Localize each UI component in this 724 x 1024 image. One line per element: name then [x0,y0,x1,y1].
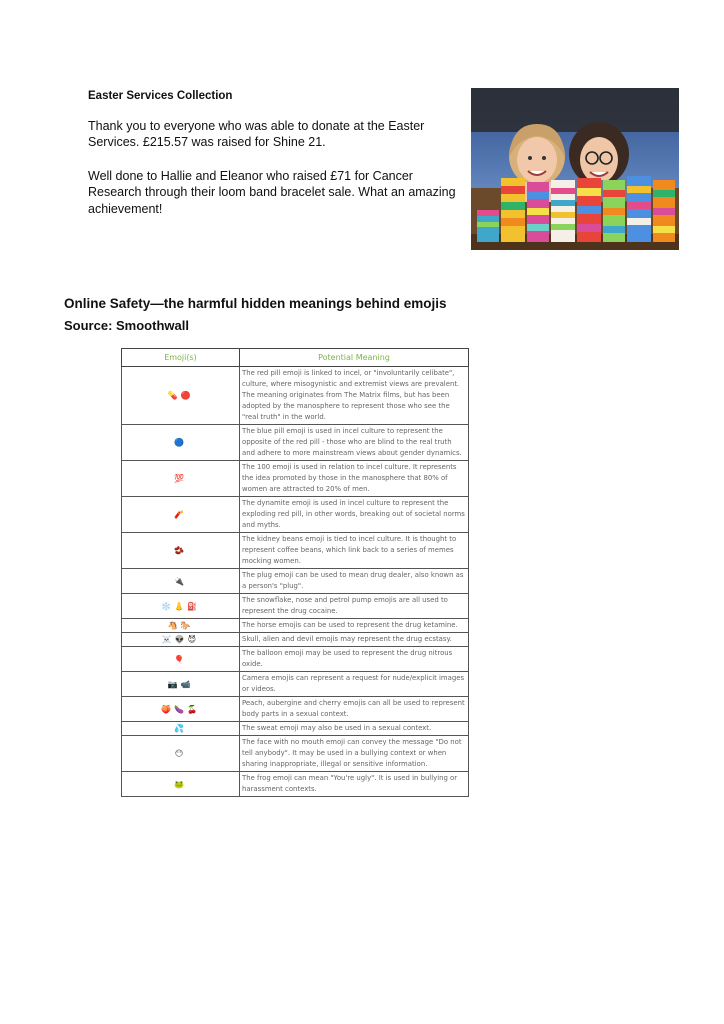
emoji-cell: ❄️👃⛽ [122,594,240,619]
meaning-cell: The blue pill emoji is used in incel culture to represent the opposite of the red pill - those who are blind to the real truth and adhere to more mainstream views about gender dynamics. [240,425,469,461]
meaning-cell: Skull, alien and devil emojis may represent the drug ecstasy. [240,633,469,647]
emoji-cell: ☠️👽😈 [122,633,240,647]
table-row [122,533,469,569]
emoji-cell: 📷📹 [122,672,240,697]
easter-heading: Easter Services Collection [88,90,233,102]
emoji-meanings-table [121,348,469,797]
column-header-emoji: Emoji(s) [122,349,240,367]
table-row [122,497,469,533]
meaning-cell: The face with no mouth emoji can convey the message "Do not tell anybody". It may be used in a bullying context or when sharing inappropriate, illegal or sensitive information. [240,736,469,772]
meaning-cell: The plug emoji can be used to mean drug dealer, also known as a person's "plug". [240,569,469,594]
meaning-cell: The frog emoji can mean "You're ugly". It is used in bullying or harassment contexts. [240,772,469,797]
online-safety-title: Online Safety—the harmful hidden meanings behind emojis [64,296,447,311]
table-row [122,772,469,797]
easter-section [88,88,468,234]
meaning-cell: The kidney beans emoji is tied to incel culture. It is thought to represent coffee beans, which link back to a series of memes mocking women. [240,533,469,569]
table-row [122,425,469,461]
table-header-row [122,349,469,367]
meaning-cell: The 100 emoji is used in relation to incel culture. It represents the idea promoted by those in the manosphere that 80% of women are attracted to 20% of men. [240,461,469,497]
meaning-cell: Camera emojis can represent a request for nude/explicit images or videos. [240,672,469,697]
emoji-cell: 🐴🐎 [122,619,240,633]
emoji-cell: 💦 [122,722,240,736]
table-row [122,697,469,722]
emoji-cell: 🐸 [122,772,240,797]
table-row [122,672,469,697]
meaning-cell: The horse emojis can be used to represent the drug ketamine. [240,619,469,633]
loom-band-photo [471,88,679,250]
table-row [122,569,469,594]
emoji-cell: 🍑🍆🍒 [122,697,240,722]
emoji-cell: 🔵 [122,425,240,461]
emoji-cell: 🔌 [122,569,240,594]
table-row [122,722,469,736]
table-row [122,736,469,772]
meaning-cell: The red pill emoji is linked to incel, or "involuntarily celibate", culture, where misogynistic and extremist views are prevalent. The meaning originates from The Matrix films, but has been adopted by the manosphere to represent those who see the "real truth" in the world. [240,367,469,425]
emoji-cell: 🧨 [122,497,240,533]
emoji-cell: 💊🔴 [122,367,240,425]
meaning-cell: The dynamite emoji is used in incel culture to represent the exploding red pill, in other words, breaking out of societal norms and myths. [240,497,469,533]
meaning-cell: Peach, aubergine and cherry emojis can all be used to represent body parts in a sexual context. [240,697,469,722]
table-row [122,461,469,497]
column-header-meaning: Potential Meaning [240,349,469,367]
meaning-cell: The sweat emoji may also be used in a sexual context. [240,722,469,736]
table-row [122,633,469,647]
table-row [122,367,469,425]
table-row [122,594,469,619]
easter-paragraph-2: Well done to Hallie and Eleanor who raised £71 for Cancer Research through their loom band bracelet sale. What an amazing achievement! [88,168,456,216]
emoji-cell: 🎈 [122,647,240,672]
table-row [122,619,469,633]
online-safety-source: Source: Smoothwall [64,318,189,333]
emoji-cell: 💯 [122,461,240,497]
emoji-cell: 🫘 [122,533,240,569]
easter-paragraph-1: Thank you to everyone who was able to donate at the Easter Services. £215.57 was raised for Shine 21. [88,118,425,149]
emoji-cell: 😶 [122,736,240,772]
table-row [122,647,469,672]
table-body [122,367,469,797]
meaning-cell: The balloon emoji may be used to represent the drug nitrous oxide. [240,647,469,672]
meaning-cell: The snowflake, nose and petrol pump emojis are all used to represent the drug cocaine. [240,594,469,619]
